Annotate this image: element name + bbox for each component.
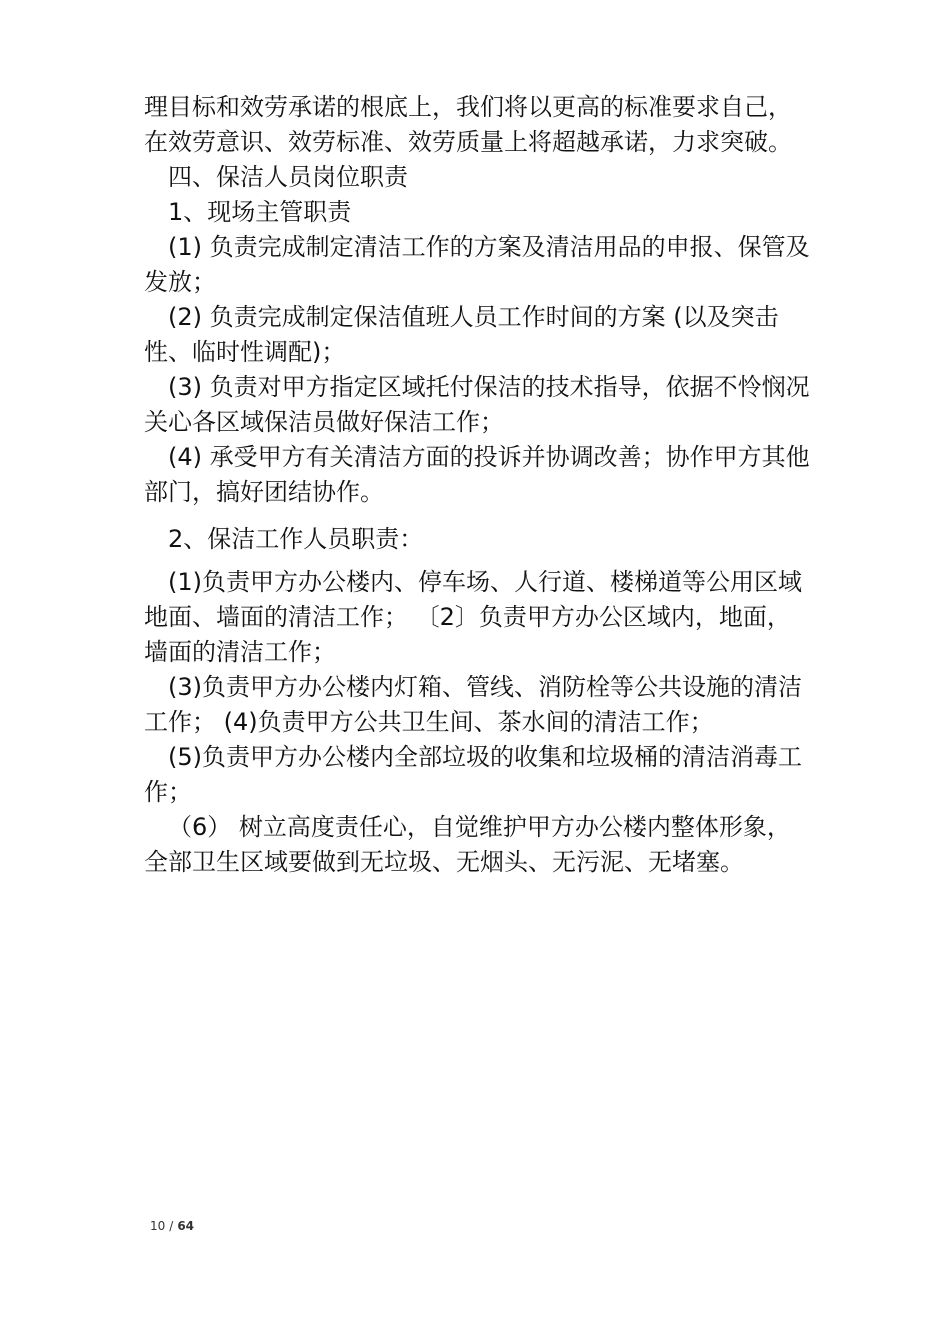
list-item-cleaner-5: (5)负责甲方办公楼内全部垃圾的收集和垃圾桶的清洁消毒工作；	[144, 743, 802, 806]
page-number-separator: /	[169, 1219, 174, 1233]
subheading-cleaner-duties: 2、保洁工作人员职责：	[168, 525, 424, 553]
list-item-supervisor-4: (4) 承受甲方有关清洁方面的投诉并协调改善；协作甲方其他部门，搞好团结协作。	[144, 443, 810, 506]
paragraph-intro: 理目标和效劳承诺的根底上，我们将以更高的标准要求自己，在效劳意识、效劳标准、效劳质量上将超越承诺，力求突破。	[144, 93, 792, 156]
page-number	[150, 1218, 194, 1234]
list-item-supervisor-3: (3) 负责对甲方指定区域托付保洁的技术指导，依据不怜悯况关心各区域保洁员做好保洁工作；	[144, 373, 810, 436]
document-body	[144, 90, 812, 880]
list-item-supervisor-1: (1) 负责完成制定清洁工作的方案及清洁用品的申报、保管及发放；	[144, 233, 810, 296]
list-item-cleaner-3-4: (3)负责甲方办公楼内灯箱、管线、消防栓等公共设施的清洁工作； (4)负责甲方公共卫生间、茶水间的清洁工作；	[144, 673, 802, 736]
section-heading-duties: 四、保洁人员岗位职责	[168, 163, 408, 191]
list-item-supervisor-2: (2) 负责完成制定保洁值班人员工作时间的方案 (以及突击性、临时性调配)；	[144, 303, 779, 366]
current-page-number: 10	[150, 1219, 166, 1233]
total-page-count: 64	[177, 1219, 195, 1233]
list-item-cleaner-6: （6） 树立高度责任心，自觉维护甲方办公楼内整体形象，全部卫生区域要做到无垃圾、无烟头、无污泥、无堵塞。	[144, 813, 791, 876]
subheading-supervisor-duties: 1、现场主管职责	[168, 198, 352, 226]
list-item-cleaner-1-2: (1)负责甲方办公楼内、停车场、人行道、楼梯道等公用区域地面、墙面的清洁工作； 〔2〕负责甲方办公区域内，地面，墙面的清洁工作；	[144, 568, 802, 666]
